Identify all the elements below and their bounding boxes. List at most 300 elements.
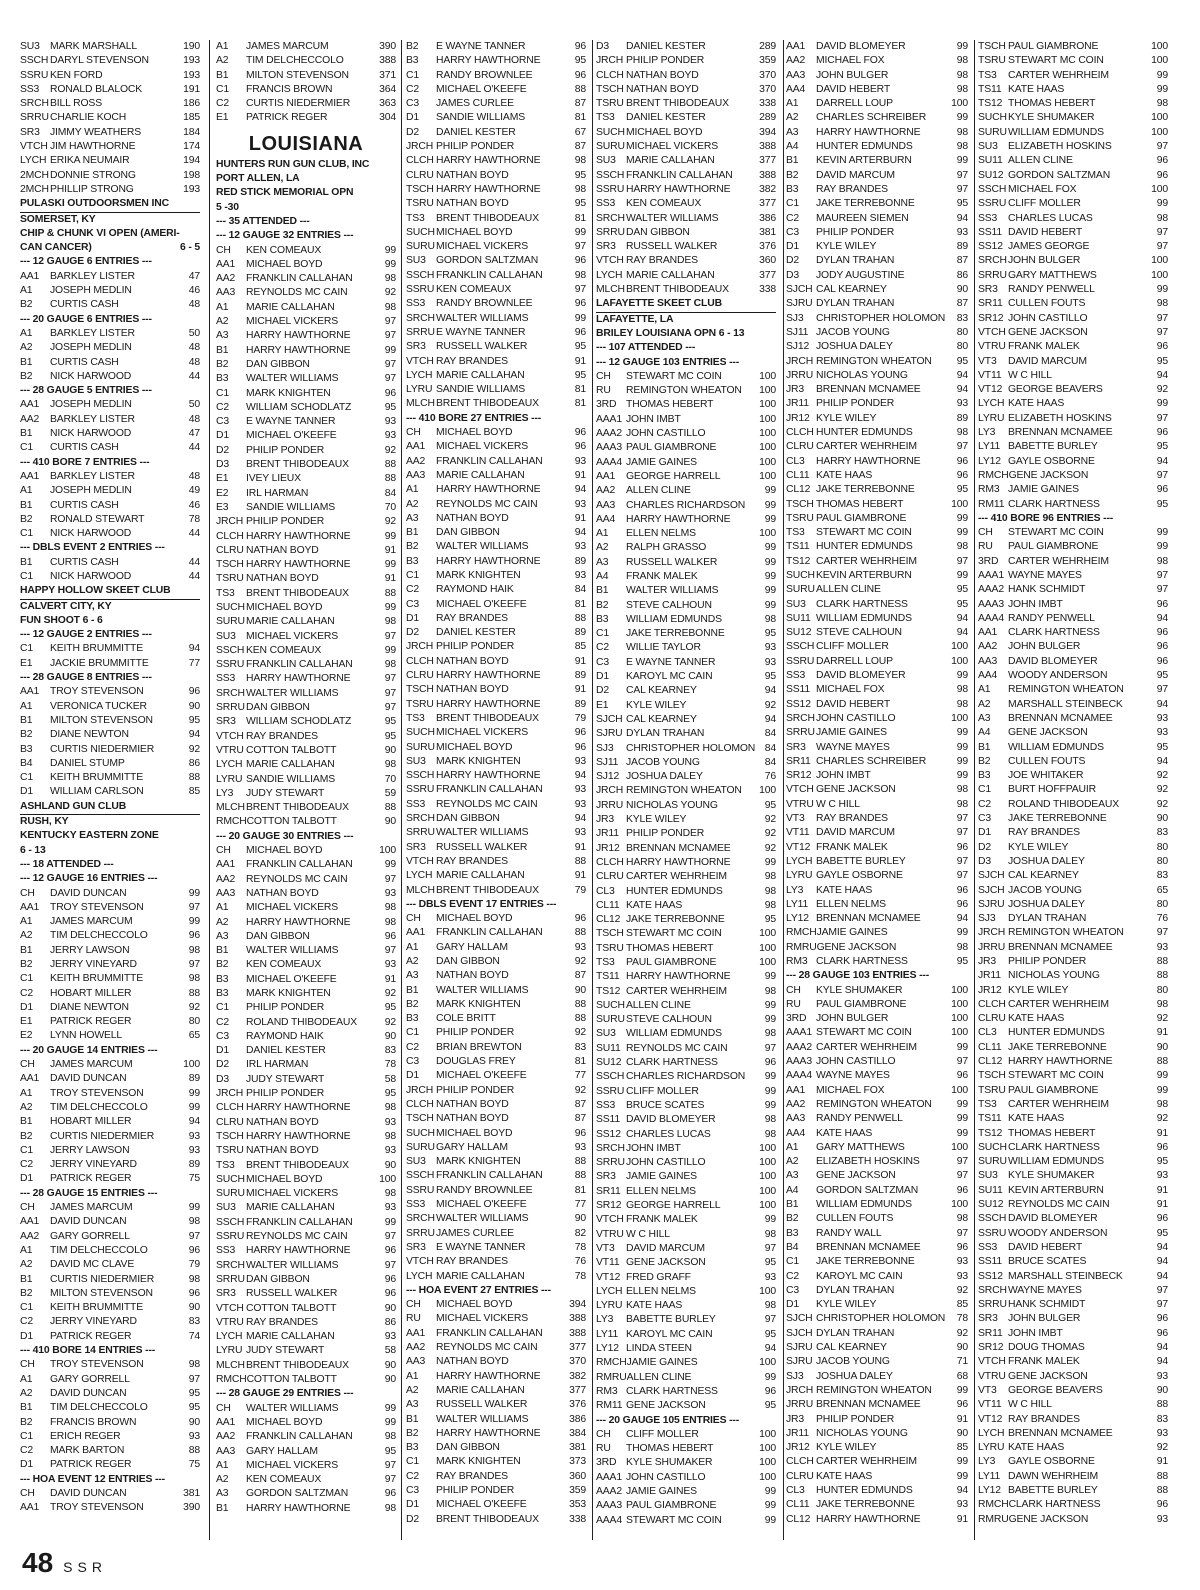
score: 78: [574, 1241, 586, 1253]
class-label: TSRU: [596, 98, 624, 110]
heading-text: 5 -30: [216, 201, 239, 213]
score: 91: [1156, 1027, 1168, 1039]
class-label: VT11: [596, 1257, 620, 1269]
class-label: C2: [596, 642, 609, 654]
shooter-name: CLARK HARTNESS: [626, 1385, 718, 1397]
class-label: LY11: [596, 1328, 619, 1340]
result-row: [978, 455, 1168, 469]
score: 97: [1156, 241, 1168, 253]
class-label: AA1: [786, 41, 806, 52]
result-row: [406, 1441, 586, 1455]
shooter-name: FRANK MALEK: [1008, 341, 1080, 353]
result-row: [216, 1087, 396, 1101]
score: 98: [384, 659, 396, 671]
class-label: CH: [216, 1402, 231, 1414]
shooter-name: FRANKLIN CALLAHAN: [436, 1170, 543, 1182]
result-row: [596, 226, 776, 240]
shooter-name: RANDY PENWELL: [816, 1113, 903, 1125]
result-row: [406, 1312, 586, 1326]
score: 360: [569, 1470, 586, 1482]
shooter-name: DAN GIBBON: [246, 358, 310, 370]
class-label: B1: [20, 944, 33, 956]
result-row: [216, 844, 396, 858]
score: 96: [1156, 1141, 1168, 1153]
class-label: C2: [406, 83, 419, 95]
shooter-name: CURTIS NIEDERMIER: [50, 743, 155, 755]
result-row: [20, 1215, 200, 1229]
class-label: CL11: [978, 1041, 1002, 1053]
result-row: [786, 1241, 968, 1255]
section-heading: [20, 241, 200, 255]
heading-text: ASHLAND GUN CLUB: [20, 800, 127, 812]
shooter-name: MICHAEL VICKERS: [246, 1459, 339, 1471]
class-label: SRRU: [596, 1157, 625, 1169]
score: 97: [956, 1227, 968, 1239]
score: 95: [1156, 741, 1168, 753]
class-label: JRCH: [406, 141, 434, 153]
shooter-name: FRANKLIN CALLAHAN: [246, 1431, 353, 1443]
shooter-name: DAVID DUNCAN: [50, 1216, 127, 1228]
score: 96: [764, 1385, 776, 1397]
score: 98: [764, 985, 776, 997]
score: 88: [574, 1156, 586, 1168]
result-row: [786, 140, 968, 154]
class-label: SR11: [978, 1327, 1003, 1339]
result-row: [978, 126, 1168, 140]
score: 58: [384, 1073, 396, 1085]
class-label: VT12: [596, 1271, 621, 1283]
class-label: SUCH: [406, 1127, 435, 1139]
score: 99: [574, 226, 586, 238]
score: 92: [1156, 770, 1168, 782]
class-label: B1: [20, 556, 33, 568]
class-label: SS3: [596, 1099, 616, 1111]
result-row: [786, 1026, 968, 1040]
class-label: JRCH: [406, 641, 434, 653]
score: 100: [951, 655, 968, 667]
score: 92: [188, 743, 200, 755]
result-row: [216, 615, 396, 629]
score: 93: [188, 1130, 200, 1142]
result-row: [596, 613, 776, 627]
class-label: D1: [406, 612, 419, 624]
class-label: SS12: [786, 698, 811, 710]
score: 97: [384, 630, 396, 642]
score: 96: [188, 1244, 200, 1256]
class-label: AAA1: [978, 569, 1004, 581]
result-row: [406, 998, 586, 1012]
class-label: A3: [406, 512, 419, 524]
heading-text: FUN SHOOT 6 - 6: [20, 614, 103, 626]
shooter-name: WILLIAM EDMUNDS: [626, 1028, 722, 1040]
result-row: [216, 1173, 396, 1187]
score: 88: [574, 927, 586, 939]
shooter-name: GENE JACKSON: [816, 941, 897, 953]
shooter-name: TROY STEVENSON: [50, 1087, 144, 1099]
score: 95: [956, 598, 968, 610]
heading-text: --- 18 ATTENDED ---: [20, 858, 114, 870]
score: 304: [379, 112, 396, 124]
score: 95: [574, 198, 586, 210]
class-label: SS12: [978, 241, 1003, 253]
result-row: [406, 297, 586, 311]
shooter-name: RANDY PENWELL: [1008, 284, 1095, 296]
class-label: AA4: [786, 1127, 806, 1139]
class-label: B2: [20, 513, 33, 525]
score: 96: [956, 1241, 968, 1253]
shooter-name: KAROYL MC CAIN: [816, 1270, 903, 1282]
heading-text: --- 28 GAUGE 29 ENTRIES ---: [216, 1388, 354, 1400]
result-row: [20, 1458, 200, 1472]
shooter-name: MICHAEL BOYD: [246, 845, 323, 857]
class-label: VTCH: [216, 730, 244, 742]
class-label: AA2: [596, 485, 616, 497]
result-row: [216, 40, 396, 54]
result-row: [596, 398, 776, 412]
result-row: [978, 640, 1168, 654]
shooter-name: DAVID MARCUM: [626, 1242, 705, 1254]
class-label: D3: [596, 41, 609, 52]
shooter-name: JOHN BULGER: [1008, 641, 1081, 653]
class-label: CH: [20, 1202, 35, 1214]
class-label: TS3: [978, 69, 997, 81]
shooter-name: KATE HAAS: [1008, 1013, 1065, 1025]
class-label: B1: [20, 499, 33, 511]
class-label: VTCH: [596, 255, 624, 267]
score: 190: [183, 41, 200, 52]
result-row: [20, 714, 200, 728]
result-row: [20, 1144, 200, 1158]
shooter-name: CAL KEARNEY: [1008, 870, 1079, 882]
class-label: SRCH: [406, 1213, 435, 1225]
score: 100: [759, 428, 776, 440]
score: 97: [384, 1459, 396, 1471]
shooter-name: BABETTE BURLEY: [1008, 441, 1098, 453]
score: 95: [1156, 355, 1168, 367]
result-row: [978, 798, 1168, 812]
section-heading: [216, 215, 396, 229]
class-label: SU3: [596, 155, 616, 167]
score: 89: [574, 555, 586, 567]
result-row: [406, 1355, 586, 1369]
result-row: [978, 898, 1168, 912]
shooter-name: CARTER WEHRHEIM: [1008, 69, 1109, 81]
score: 96: [1156, 1313, 1168, 1325]
shooter-name: RAY BRANDES: [436, 1256, 508, 1268]
shooter-name: VERONICA TUCKER: [50, 700, 147, 712]
shooter-name: KEN COMEAUX: [246, 1474, 322, 1486]
result-row: [978, 941, 1168, 955]
score: 95: [384, 716, 396, 728]
class-label: SRCH: [596, 1142, 625, 1154]
class-label: B1: [978, 741, 991, 753]
shooter-name: DAVID HEBERT: [1008, 1241, 1083, 1253]
class-label: B1: [596, 585, 609, 597]
result-row: [406, 1155, 586, 1169]
shooter-name: REYNOLDS MC CAIN: [626, 1042, 728, 1054]
score: 96: [574, 741, 586, 753]
result-row: [216, 315, 396, 329]
result-row: [978, 1384, 1168, 1398]
result-row: [406, 1184, 586, 1198]
result-row: [406, 1384, 586, 1398]
score: 94: [574, 770, 586, 782]
result-row: [406, 1084, 586, 1098]
class-label: CH: [406, 427, 421, 439]
score: 92: [764, 828, 776, 840]
class-label: C1: [406, 1027, 419, 1039]
shooter-name: JAMIE GAINES: [816, 927, 888, 939]
shooter-name: MICHAEL O'KEEFE: [436, 1199, 527, 1211]
shooter-name: BRENNAN MCNAMEE: [626, 842, 731, 854]
result-row: [406, 498, 586, 512]
class-label: JRCH: [216, 516, 244, 528]
shooter-name: CLARK HARTNESS: [1008, 627, 1100, 639]
score: 74: [188, 1330, 200, 1342]
class-label: TSCH: [596, 83, 624, 95]
result-row: [20, 499, 200, 513]
result-row: [978, 1169, 1168, 1183]
score: 46: [188, 285, 200, 297]
result-row: [596, 240, 776, 254]
result-row: [216, 487, 396, 501]
shooter-name: HARRY HAWTHORNE: [246, 330, 351, 342]
score: 99: [956, 927, 968, 939]
class-label: SS12: [978, 1270, 1003, 1282]
class-label: SSRU: [406, 1184, 435, 1196]
shooter-name: GORDON SALTZMAN: [246, 1488, 349, 1500]
class-label: SJRU: [786, 298, 813, 310]
result-row: [786, 440, 968, 454]
result-row: [20, 657, 200, 671]
class-label: VT12: [978, 384, 1003, 396]
results-column-4: [596, 40, 776, 1528]
class-label: SURU: [978, 1156, 1007, 1168]
result-row: [978, 469, 1168, 483]
shooter-name: BABETTE BURLEY: [816, 855, 906, 867]
score: 92: [1156, 384, 1168, 396]
score: 193: [183, 183, 200, 195]
result-row: [978, 869, 1168, 883]
shooter-name: REMINGTON WHEATON: [626, 785, 742, 797]
result-row: [786, 1212, 968, 1226]
shooter-name: DYLAN TRAHAN: [816, 1327, 895, 1339]
class-label: SR12: [978, 1342, 1004, 1354]
class-label: SRCH: [978, 255, 1007, 267]
shooter-name: PATRICK REGER: [50, 1016, 132, 1028]
shooter-name: HARRY HAWTHORNE: [436, 183, 541, 195]
result-row: [978, 498, 1168, 512]
result-row: [216, 1130, 396, 1144]
score: 93: [574, 798, 586, 810]
score: 96: [384, 387, 396, 399]
result-row: [216, 1230, 396, 1244]
result-row: [786, 397, 968, 411]
score: 353: [569, 1499, 586, 1511]
score: 99: [764, 1214, 776, 1226]
score: 388: [569, 1313, 586, 1325]
score: 77: [574, 1199, 586, 1211]
shooter-name: NATHAN BOYD: [246, 573, 319, 585]
shooter-name: STEVE CALHOUN: [816, 627, 902, 639]
class-label: SS3: [406, 798, 426, 810]
score: 97: [384, 358, 396, 370]
shooter-name: STEWART MC COIN: [1008, 55, 1104, 67]
score: 97: [956, 169, 968, 181]
shooter-name: CARTER WEHRHEIM: [816, 441, 917, 453]
shooter-name: W C HILL: [816, 798, 860, 810]
score: 99: [384, 344, 396, 356]
class-label: AA1: [20, 686, 40, 698]
score: 48: [188, 470, 200, 482]
result-row: [596, 1399, 776, 1413]
score: 98: [188, 1273, 200, 1285]
class-label: B2: [20, 299, 33, 311]
score: 370: [759, 69, 776, 81]
shooter-name: NICHOLAS YOUNG: [626, 799, 718, 811]
class-label: B3: [406, 555, 419, 567]
score: 99: [956, 1384, 968, 1396]
class-label: RM11: [596, 1400, 623, 1412]
score: 377: [759, 269, 776, 281]
score: 100: [759, 456, 776, 468]
shooter-name: BARKLEY LISTER: [50, 470, 135, 482]
result-row: [978, 40, 1168, 54]
score: 92: [1156, 1442, 1168, 1454]
result-row: [20, 642, 200, 656]
score: 363: [379, 98, 396, 110]
result-row: [216, 787, 396, 801]
class-label: AAA4: [596, 1514, 622, 1526]
class-label: SUCH: [978, 112, 1007, 124]
class-label: AA3: [406, 1356, 426, 1368]
result-row: [978, 269, 1168, 283]
result-row: [978, 1455, 1168, 1469]
class-label: AAA1: [596, 413, 622, 425]
score: 100: [759, 385, 776, 397]
result-row: [216, 1116, 396, 1130]
class-label: SUCH: [216, 601, 245, 613]
result-row: [596, 999, 776, 1013]
score: 96: [574, 41, 586, 52]
result-row: [596, 1013, 776, 1027]
result-row: [786, 498, 968, 512]
result-row: [596, 799, 776, 813]
shooter-name: REYNOLDS MC CAIN: [246, 287, 348, 299]
result-row: [978, 226, 1168, 240]
score: 95: [1156, 441, 1168, 453]
score: 91: [574, 870, 586, 882]
shooter-name: MICHAEL FOX: [816, 55, 885, 67]
class-label: SUCH: [406, 226, 435, 238]
shooter-name: CLARK HARTNESS: [1008, 1141, 1100, 1153]
score: 99: [956, 1127, 968, 1139]
class-label: D1: [406, 1499, 419, 1511]
result-row: [20, 513, 200, 527]
result-row: [978, 54, 1168, 68]
shooter-name: RANDY BROWNLEE: [436, 69, 533, 81]
score: 94: [956, 612, 968, 624]
shooter-name: MICHAEL BOYD: [246, 1416, 323, 1428]
score: 91: [574, 684, 586, 696]
shooter-name: RAY BRANDES: [436, 1470, 508, 1482]
class-label: RU: [406, 1313, 421, 1325]
class-label: RU: [786, 998, 801, 1010]
shooter-name: NICK HARWOOD: [50, 570, 132, 582]
score: 92: [764, 699, 776, 711]
heading-text: --- 12 GAUGE 6 ENTRIES ---: [20, 256, 152, 268]
class-label: D1: [216, 1045, 229, 1057]
class-label: A2: [20, 1259, 33, 1271]
result-row: [216, 1259, 396, 1273]
shooter-name: KEVIN ARTERBURN: [816, 155, 912, 167]
score: 100: [759, 528, 776, 540]
score: 359: [569, 1484, 586, 1496]
shooter-name: TROY STEVENSON: [50, 1359, 144, 1371]
class-label: C1: [216, 83, 229, 95]
result-row: [20, 413, 200, 427]
class-label: SU3: [216, 1202, 236, 1214]
result-row: [406, 884, 586, 898]
score: 90: [188, 1416, 200, 1428]
score: 96: [956, 898, 968, 910]
score: 97: [1156, 326, 1168, 338]
class-label: B1: [20, 356, 33, 368]
result-row: [406, 626, 586, 640]
shooter-name: JAMIE GAINES: [816, 727, 887, 739]
result-row: [786, 1470, 968, 1484]
score: 87: [574, 98, 586, 110]
score: 87: [956, 298, 968, 310]
score: 97: [764, 1314, 776, 1326]
shooter-name: WAYNE MAYES: [1008, 1284, 1082, 1296]
score: 98: [384, 1102, 396, 1114]
score: 81: [574, 1056, 586, 1068]
class-label: A1: [20, 485, 33, 497]
class-label: SS3: [978, 212, 998, 224]
score: 88: [1156, 1056, 1168, 1068]
class-label: AAA3: [978, 598, 1004, 610]
shooter-name: JERRY LAWSON: [50, 1144, 130, 1156]
class-label: SRCH: [406, 813, 435, 825]
shooter-name: HARRY HAWTHORNE: [246, 1130, 351, 1142]
result-row: [20, 1287, 200, 1301]
result-row: [406, 1298, 586, 1312]
shooter-name: WALTER WILLIAMS: [436, 1213, 529, 1225]
result-row: [786, 1341, 968, 1355]
score: 92: [384, 287, 396, 299]
score: 289: [759, 112, 776, 124]
score: 95: [384, 1088, 396, 1100]
shooter-name: ELLEN NELMS: [626, 1285, 696, 1297]
score: 99: [956, 741, 968, 753]
score: 93: [384, 1202, 396, 1214]
score: 92: [384, 516, 396, 528]
score: 191: [183, 83, 200, 95]
class-label: B2: [786, 1213, 799, 1225]
shooter-name: CHARLES LUCAS: [1008, 212, 1093, 224]
score: 93: [188, 1430, 200, 1442]
result-row: [216, 429, 396, 443]
score: 94: [188, 729, 200, 741]
shooter-name: MICHAEL BOYD: [436, 427, 513, 439]
result-row: [20, 757, 200, 771]
shooter-name: DAN GIBBON: [436, 1442, 500, 1454]
score: 97: [384, 1231, 396, 1243]
score: 98: [1156, 212, 1168, 224]
score: 99: [764, 999, 776, 1011]
class-label: B1: [406, 527, 419, 539]
